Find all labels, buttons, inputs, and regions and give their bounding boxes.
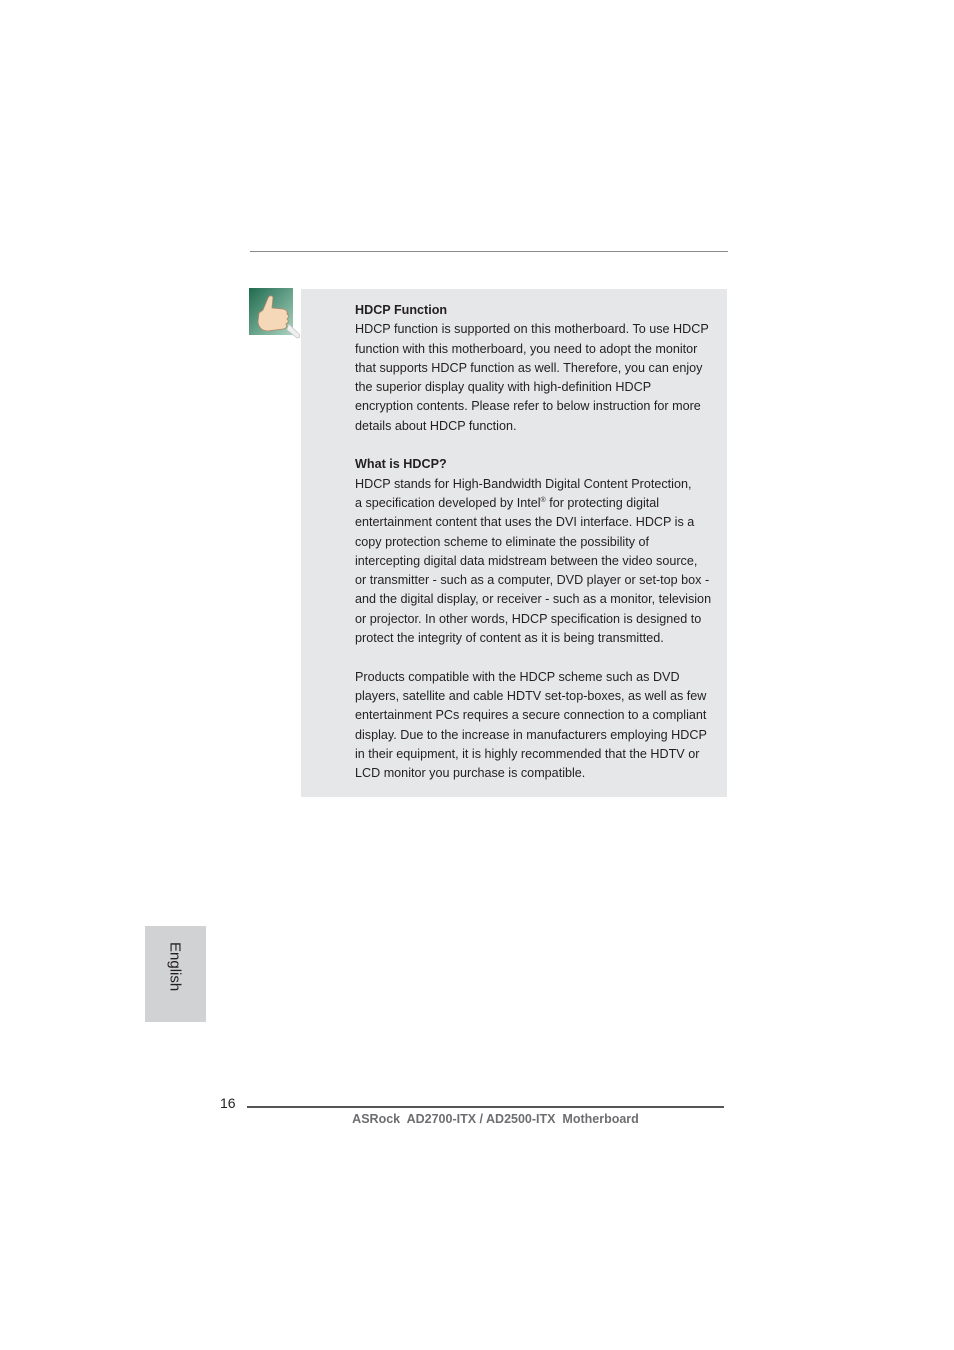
- paragraph-line: players, satellite and cable HDTV set-top-boxes, as well as few: [355, 688, 707, 703]
- language-tab-label: English: [166, 942, 184, 992]
- paragraph-line: protect the integrity of content as it is being transmitted.: [355, 631, 664, 646]
- thumbs-up-icon: [249, 288, 301, 340]
- paragraph-line: LCD monitor you purchase is compatible.: [355, 766, 586, 781]
- section-heading-what-is-hdcp: What is HDCP?: [355, 457, 447, 472]
- paragraph-line: display. Due to the increase in manufacturers employing HDCP: [355, 727, 707, 742]
- paragraph-line: in their equipment, it is highly recommended that the HDTV or: [355, 746, 700, 761]
- paragraph-line: that supports HDCP function as well. Therefore, you can enjoy: [355, 360, 703, 375]
- paragraph-line: copy protection scheme to eliminate the possibility of: [355, 534, 650, 549]
- paragraph-line: Products compatible with the HDCP scheme such as DVD: [355, 669, 680, 684]
- paragraph-line: and the digital display, or receiver - such as a monitor, television: [355, 592, 712, 607]
- note-text: [355, 301, 721, 783]
- paragraph-line: or transmitter - such as a computer, DVD player or set-top box -: [355, 573, 710, 588]
- paragraph-line: entertainment PCs requires a secure connection to a compliant: [355, 708, 707, 723]
- paragraph-line: HDCP function is supported on this motherboard. To use HDCP: [355, 322, 709, 337]
- paragraph-line: function with this motherboard, you need to adopt the monitor: [355, 341, 698, 356]
- top-divider: [250, 251, 728, 252]
- paragraph-line: HDCP stands for High-Bandwidth Digital Content Protection,: [355, 476, 692, 491]
- intel-text: a specification developed by Intel: [355, 495, 541, 510]
- registered-mark: ®: [540, 496, 546, 504]
- footer-divider: [247, 1106, 724, 1108]
- footer-title: ASRock AD2700-ITX / AD2500-ITX Motherboard: [352, 1112, 639, 1126]
- paragraph-line: encryption contents. Please refer to below instruction for more: [355, 399, 701, 414]
- page-number: 16: [220, 1095, 236, 1111]
- paragraph-gap: [355, 436, 721, 455]
- paragraph-line: intercepting digital data midstream between the video source,: [355, 553, 698, 568]
- paragraph-text: for protecting digital: [545, 495, 660, 510]
- section-heading-hdcp-function: HDCP Function: [355, 303, 448, 317]
- paragraph-line: or projector. In other words, HDCP specification is designed to: [355, 611, 702, 626]
- language-tab: [145, 926, 206, 1022]
- paragraph-line: the superior display quality with high-definition HDCP: [355, 380, 652, 395]
- paragraph-line: details about HDCP function.: [355, 418, 517, 433]
- paragraph-gap: [355, 648, 721, 667]
- hdcp-note-box: [301, 289, 727, 797]
- paragraph-line: entertainment content that uses the DVI interface. HDCP is a: [355, 515, 695, 530]
- paragraph-line: [355, 494, 721, 513]
